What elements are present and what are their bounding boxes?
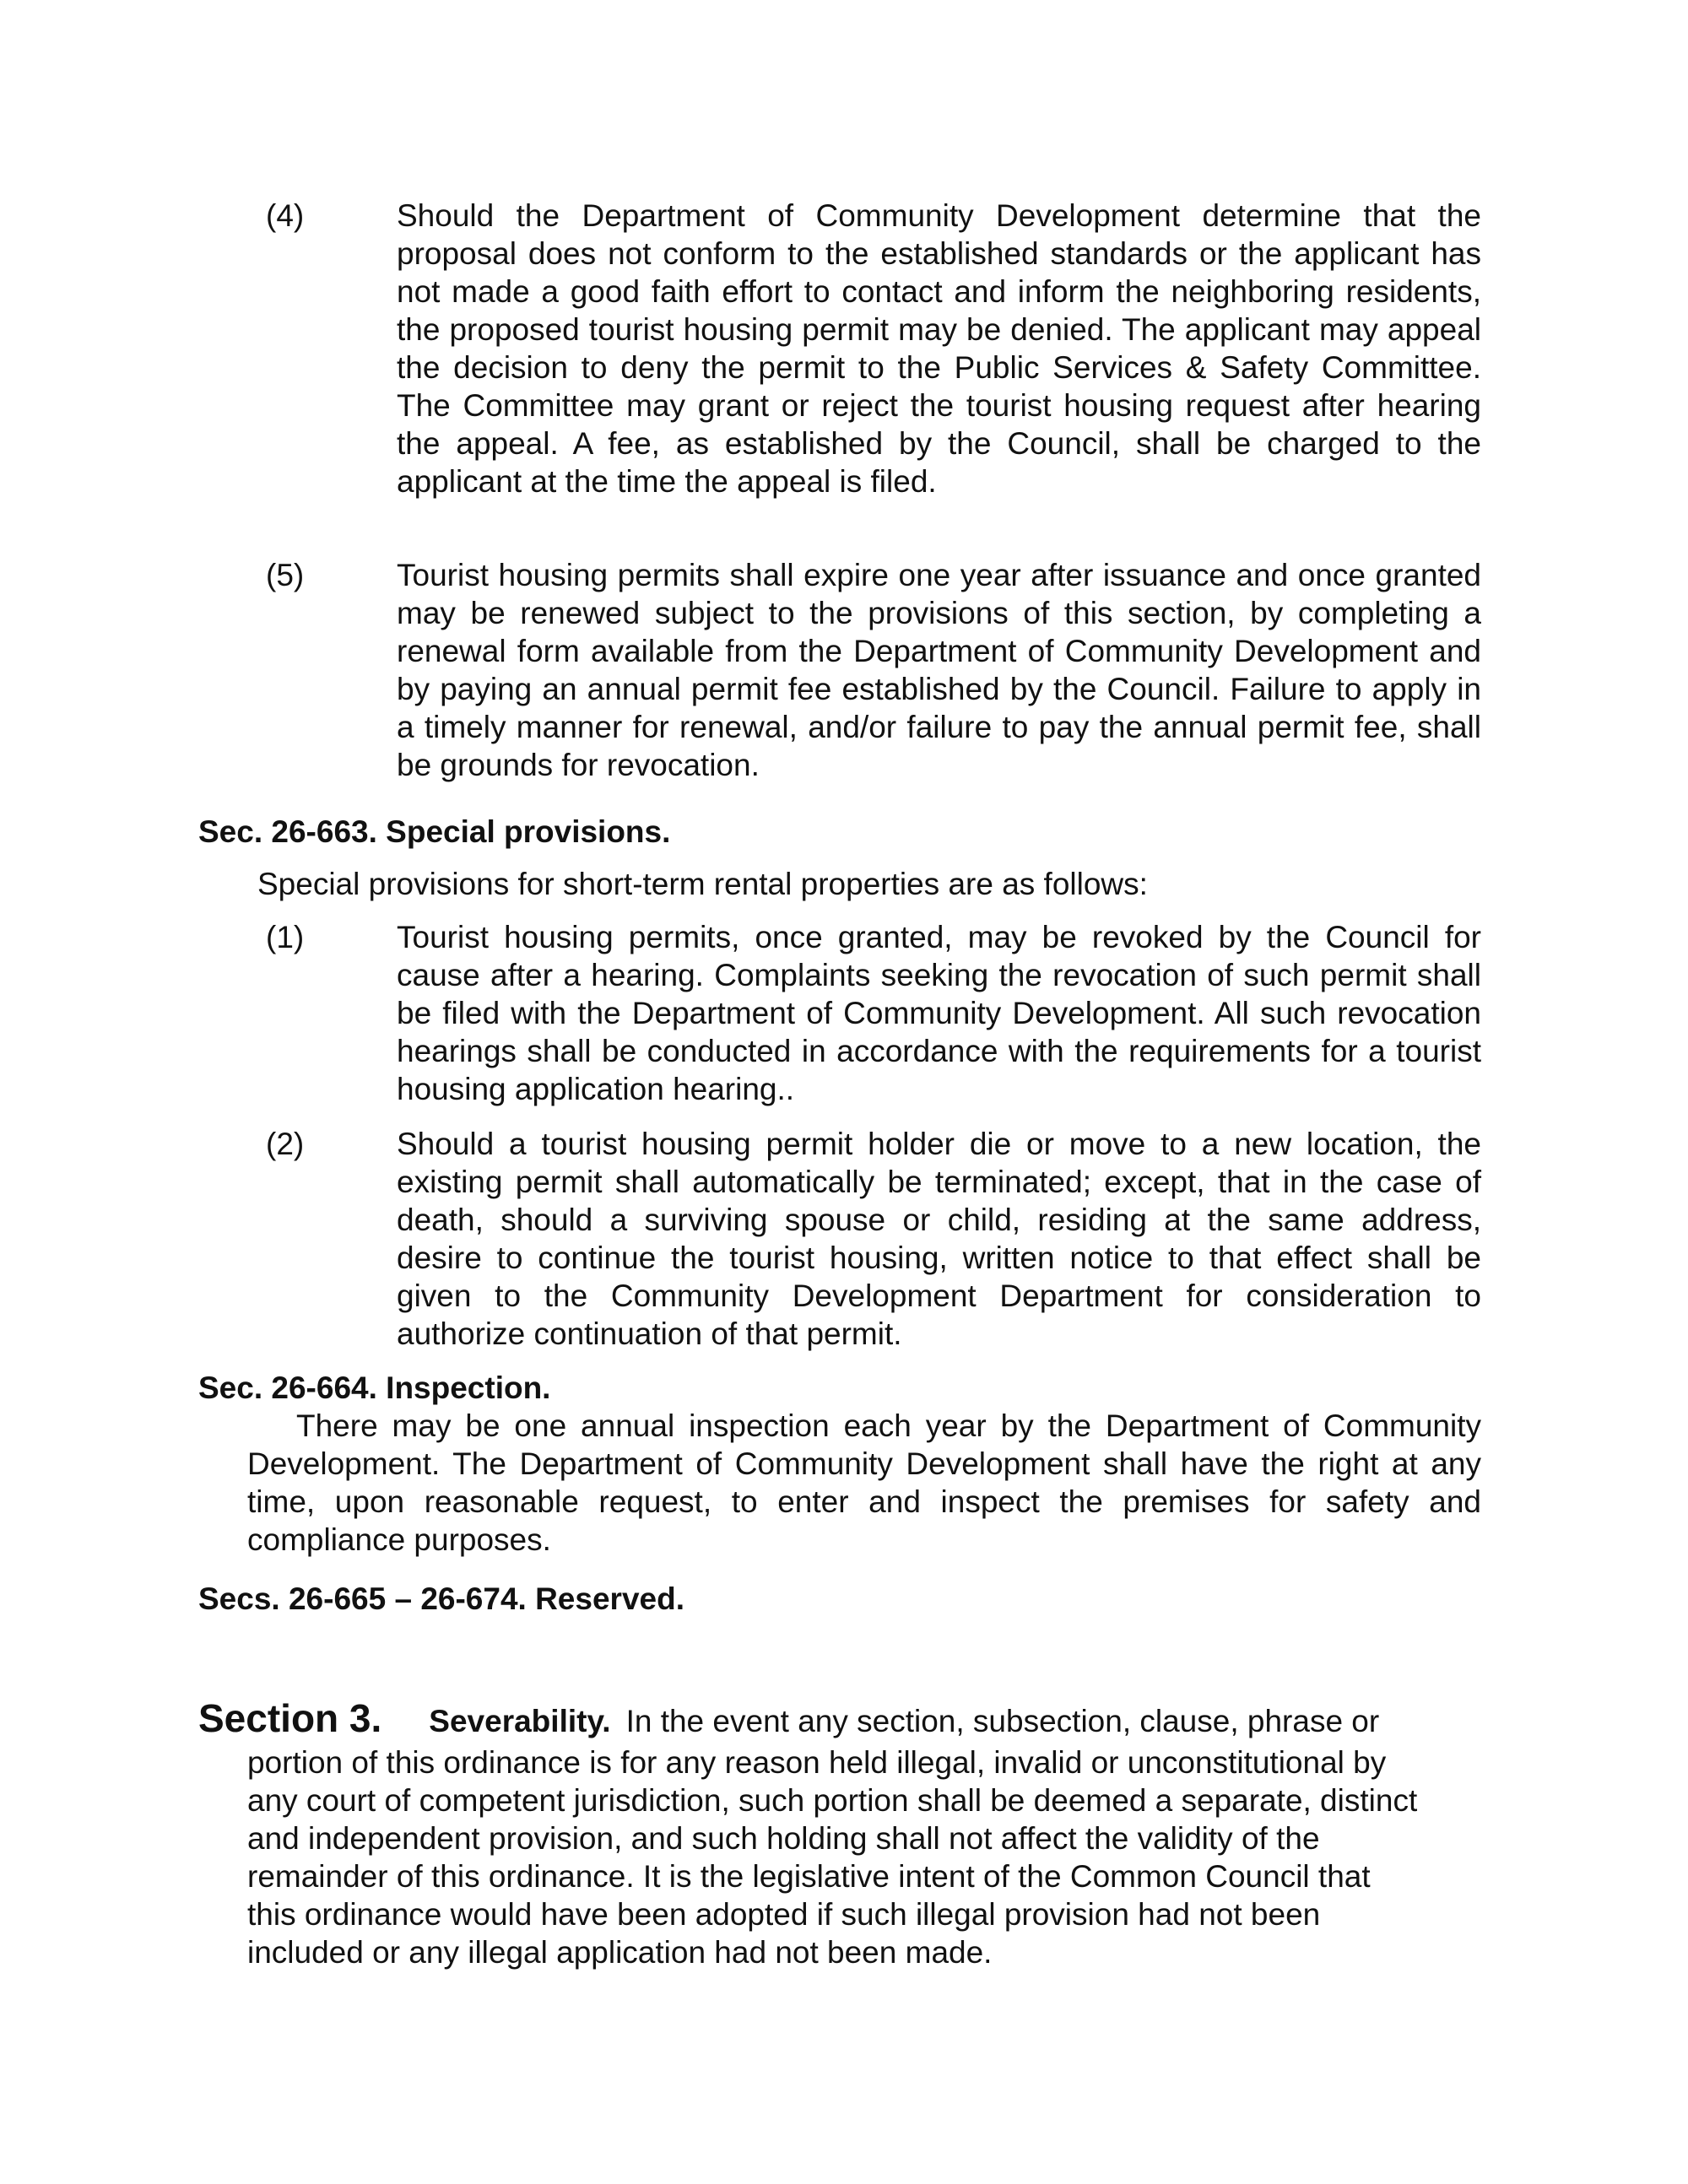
section-3-line: included or any illegal application had not been made. (247, 1935, 993, 1970)
section-3-first-line (198, 1696, 1481, 1743)
item-number: (2) (266, 1127, 305, 1161)
list-item-5 (266, 556, 1481, 784)
item-number: (5) (266, 558, 305, 592)
section-3 (198, 1696, 1481, 1971)
section-heading-26-663: Sec. 26-663. Special provisions. (198, 814, 671, 849)
item-number: (1) (266, 920, 305, 954)
list-item-4 (266, 197, 1481, 500)
section-3-label: Section 3. (198, 1696, 382, 1740)
item-text: Tourist housing permits, once granted, may be revoked by the Council for cause after a hearing. Complaints seeking the revocation of such permit shall be filed with the Department of Community Development. All such revocation hearings shall be conducted in accordance with the requirements for a tourist housing application hearing.. (397, 920, 1481, 1106)
section-3-line: remainder of this ordinance. It is the legislative intent of the Common Council that (247, 1859, 1371, 1894)
inspection-paragraph: There may be one annual inspection each year by the Department of Community Development. The Department of Community Development shall have the right at any time, upon reasonable request, to enter and inspect the premises for safety and compliance purposes. (247, 1408, 1481, 1557)
item-text: Should the Department of Community Development determine that the proposal does not conform to the established standards or the applicant has not made a good faith effort to contact and inform the neighboring residents, the proposed tourist housing permit may be denied. The applicant may appeal the decision to deny the permit to the Public Services & Safety Committee. The Committee may grant or reject the tourist housing request after hearing the appeal. A fee, as established by the Council, shall be charged to the applicant at the time the appeal is filed. (397, 198, 1481, 499)
section-3-line: this ordinance would have been adopted if such illegal provision had not been (247, 1897, 1321, 1932)
list-item-2 (266, 1125, 1481, 1353)
item-text: Tourist housing permits shall expire one year after issuance and once granted may be renewed subject to the provisions of this section, by completing a renewal form available from the Department of Community Development and by paying an annual permit fee established by the Council. Failure to apply in a timely manner for renewal, and/or failure to pay the annual permit fee, shall be grounds for revocation. (397, 558, 1481, 782)
item-number: (4) (266, 198, 305, 233)
section-heading-26-664: Sec. 26-664. Inspection. (198, 1370, 551, 1405)
section-intro: Special provisions for short-term rental properties are as follows: (257, 867, 1148, 901)
list-item-1 (266, 918, 1481, 1108)
item-text: Should a tourist housing permit holder die or move to a new location, the existing permit shall automatically be terminated; except, that in the case of death, should a surviving spouse or child, residing at the same address, desire to continue the tourist housing, written notice to that effect shall be given to the Community Development Department for consideration to authorize continuation of that permit. (397, 1127, 1481, 1351)
section-3-line: any court of competent jurisdiction, such portion shall be deemed a separate, distinct (247, 1783, 1418, 1818)
section-3-title: Severability. (429, 1704, 611, 1738)
section-3-line: portion of this ordinance is for any reason held illegal, invalid or unconstitutional by (247, 1745, 1387, 1780)
section-3-line: In the event any section, subsection, clause, phrase or (625, 1704, 1380, 1738)
section-3-body (247, 1743, 1429, 1971)
section-3-line: and independent provision, and such holding shall not affect the validity of the (247, 1821, 1320, 1856)
section-heading-reserved: Secs. 26-665 – 26-674. Reserved. (198, 1581, 684, 1616)
